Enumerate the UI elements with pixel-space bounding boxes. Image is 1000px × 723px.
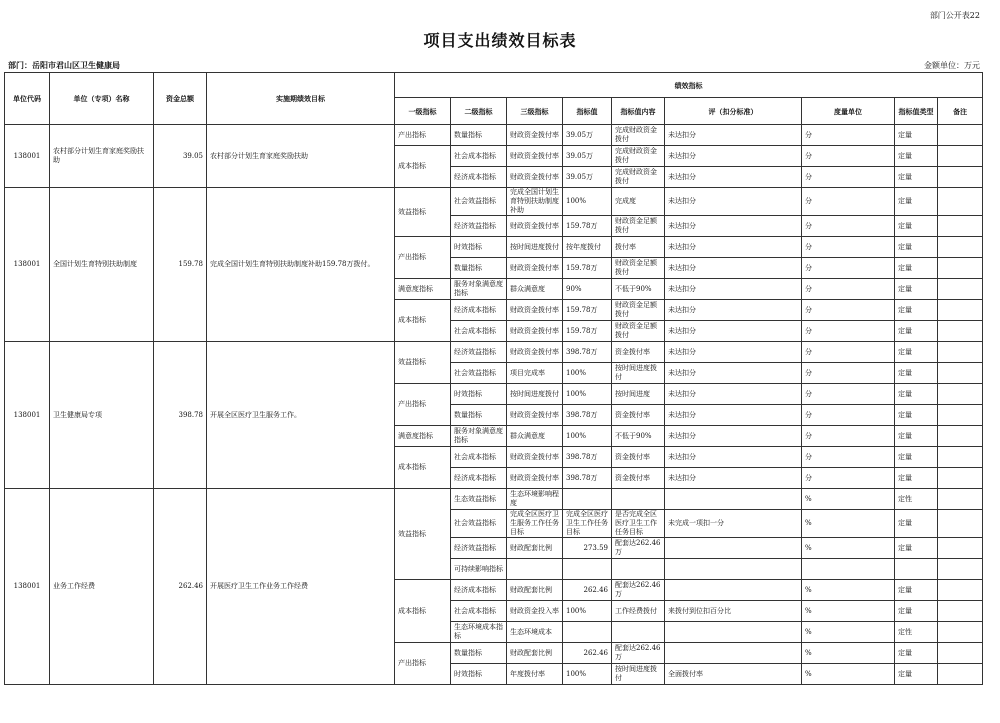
score-cell: 未达扣分 [665, 447, 802, 468]
level3-cell: 完成全区医疗卫生服务工作任务目标 [507, 510, 563, 538]
level1-cell: 产出指标 [395, 643, 451, 685]
type-cell: 定量 [895, 664, 938, 685]
value-cell: 159.78万 [563, 321, 612, 342]
note-cell [938, 426, 983, 447]
value-cell: 完成全区医疗卫生工作任务目标 [563, 510, 612, 538]
measure-cell: 分 [802, 363, 895, 384]
amount-cell: 398.78 [154, 342, 207, 489]
goal-cell: 开展全区医疗卫生服务工作。 [207, 342, 395, 489]
score-cell: 未达扣分 [665, 363, 802, 384]
header-perf: 绩效指标 [395, 73, 983, 98]
type-cell: 定量 [895, 363, 938, 384]
content-cell [612, 559, 665, 580]
type-cell: 定量 [895, 643, 938, 664]
unit-code-cell: 138001 [5, 489, 50, 685]
score-cell [665, 643, 802, 664]
content-cell: 资金拨付率 [612, 468, 665, 489]
level3-cell: 财政资金拨付率 [507, 342, 563, 363]
score-cell: 未达扣分 [665, 321, 802, 342]
value-cell: 100% [563, 384, 612, 405]
content-cell: 资金拨付率 [612, 405, 665, 426]
level3-cell: 群众满意度 [507, 426, 563, 447]
score-cell: 未达扣分 [665, 125, 802, 146]
level3-cell: 财政资金拨付率 [507, 258, 563, 279]
level2-cell: 社会效益指标 [451, 188, 507, 216]
level1-cell: 产出指标 [395, 125, 451, 146]
level3-cell: 财政资金拨付率 [507, 468, 563, 489]
measure-cell: 分 [802, 384, 895, 405]
level3-cell: 财政资金拨付率 [507, 146, 563, 167]
level3-cell: 财政资金拨付率 [507, 216, 563, 237]
content-cell: 配套达262.46万 [612, 538, 665, 559]
unit-code-cell: 138001 [5, 342, 50, 489]
note-cell [938, 559, 983, 580]
measure-cell: % [802, 601, 895, 622]
score-cell: 全面拨付率 [665, 664, 802, 685]
level3-cell: 财政资金投入率 [507, 601, 563, 622]
content-cell: 财政资金足额拨付 [612, 321, 665, 342]
content-cell: 财政资金足额拨付 [612, 216, 665, 237]
measure-cell: 分 [802, 188, 895, 216]
content-cell: 是否完成全区医疗卫生工作任务目标 [612, 510, 665, 538]
value-cell: 262.46 [563, 580, 612, 601]
measure-cell: % [802, 580, 895, 601]
type-cell: 定性 [895, 489, 938, 510]
level2-cell: 服务对象满意度指标 [451, 426, 507, 447]
note-cell [938, 643, 983, 664]
level1-cell: 成本指标 [395, 447, 451, 489]
header-value: 指标值 [563, 98, 612, 125]
type-cell: 定性 [895, 622, 938, 643]
level3-cell: 财政配套比例 [507, 538, 563, 559]
level3-cell: 财政资金拨付率 [507, 405, 563, 426]
note-cell [938, 258, 983, 279]
project-name-cell: 卫生健康局专项 [50, 342, 154, 489]
note-cell [938, 321, 983, 342]
table-row [5, 188, 983, 216]
level3-cell [507, 559, 563, 580]
level2-cell: 经济效益指标 [451, 342, 507, 363]
note-cell [938, 342, 983, 363]
level1-cell: 产出指标 [395, 237, 451, 279]
content-cell: 不低于90% [612, 279, 665, 300]
content-cell: 完成度 [612, 188, 665, 216]
score-cell: 未完成一项扣一分 [665, 510, 802, 538]
score-cell [665, 580, 802, 601]
level3-cell: 生态环境成本 [507, 622, 563, 643]
table-row [5, 342, 983, 363]
amount-cell: 262.46 [154, 489, 207, 685]
content-cell: 工作经费拨付 [612, 601, 665, 622]
level2-cell: 社会成本指标 [451, 321, 507, 342]
type-cell: 定量 [895, 468, 938, 489]
measure-cell: 分 [802, 321, 895, 342]
table-row [5, 125, 983, 146]
note-cell [938, 664, 983, 685]
type-cell: 定量 [895, 601, 938, 622]
level2-cell: 经济效益指标 [451, 538, 507, 559]
type-cell [895, 559, 938, 580]
measure-cell: 分 [802, 468, 895, 489]
table-body [5, 125, 983, 685]
note-cell [938, 601, 983, 622]
level3-cell: 财政资金拨付率 [507, 321, 563, 342]
project-name-cell: 农村部分计划生育家庭奖励扶助 [50, 125, 154, 188]
value-cell: 100% [563, 363, 612, 384]
content-cell: 配套达262.46万 [612, 580, 665, 601]
header-type: 指标值类型 [895, 98, 938, 125]
type-cell: 定量 [895, 321, 938, 342]
header-note: 备注 [938, 98, 983, 125]
measure-cell: % [802, 538, 895, 559]
level3-cell: 财政资金拨付率 [507, 167, 563, 188]
level3-cell: 生态环境影响程度 [507, 489, 563, 510]
goal-cell: 开展医疗卫生工作业务工作经费 [207, 489, 395, 685]
value-cell: 398.78万 [563, 405, 612, 426]
measure-cell: 分 [802, 300, 895, 321]
type-cell: 定量 [895, 216, 938, 237]
header-amount: 资金总额 [154, 73, 207, 125]
note-cell [938, 216, 983, 237]
content-cell: 财政资金足额拨付 [612, 300, 665, 321]
note-cell [938, 279, 983, 300]
header-l3: 三级指标 [507, 98, 563, 125]
department-label: 部门：岳阳市君山区卫生健康局 [8, 60, 120, 70]
note-cell [938, 384, 983, 405]
score-cell: 未达扣分 [665, 426, 802, 447]
level2-cell: 数量指标 [451, 258, 507, 279]
level2-cell: 社会效益指标 [451, 363, 507, 384]
level1-cell: 成本指标 [395, 146, 451, 188]
note-cell [938, 468, 983, 489]
score-cell: 未达扣分 [665, 167, 802, 188]
value-cell [563, 489, 612, 510]
level2-cell: 经济成本指标 [451, 580, 507, 601]
level3-cell: 项目完成率 [507, 363, 563, 384]
measure-cell: % [802, 510, 895, 538]
score-cell [665, 538, 802, 559]
note-cell [938, 167, 983, 188]
content-cell: 资金拨付率 [612, 342, 665, 363]
level3-cell: 群众满意度 [507, 279, 563, 300]
measure-cell: 分 [802, 342, 895, 363]
type-cell: 定量 [895, 447, 938, 468]
value-cell [563, 559, 612, 580]
level2-cell: 时效指标 [451, 664, 507, 685]
type-cell: 定量 [895, 258, 938, 279]
level3-cell: 财政配套比例 [507, 643, 563, 664]
measure-cell: 分 [802, 426, 895, 447]
note-cell [938, 146, 983, 167]
header-name: 单位（专项）名称 [50, 73, 154, 125]
note-cell [938, 237, 983, 258]
score-cell: 未达扣分 [665, 216, 802, 237]
measure-cell: 分 [802, 279, 895, 300]
content-cell: 按时间进度拨付 [612, 363, 665, 384]
measure-cell: 分 [802, 125, 895, 146]
note-cell [938, 188, 983, 216]
goal-cell: 农村部分计划生育家庭奖励扶助 [207, 125, 395, 188]
value-cell: 273.59 [563, 538, 612, 559]
measure-cell [802, 559, 895, 580]
type-cell: 定量 [895, 167, 938, 188]
type-cell: 定量 [895, 125, 938, 146]
level2-cell: 社会成本指标 [451, 146, 507, 167]
type-cell: 定量 [895, 188, 938, 216]
page-title: 项目支出绩效目标表 [423, 31, 577, 50]
score-cell: 未达扣分 [665, 279, 802, 300]
score-cell: 未达扣分 [665, 468, 802, 489]
level2-cell: 数量指标 [451, 125, 507, 146]
amount-unit-label: 金额单位：万元 [924, 61, 980, 70]
level2-cell: 数量指标 [451, 643, 507, 664]
level2-cell: 时效指标 [451, 384, 507, 405]
score-cell [665, 622, 802, 643]
type-cell: 定量 [895, 300, 938, 321]
level1-cell: 效益指标 [395, 342, 451, 384]
level3-cell: 完成全国计划生育特别扶助制度补助 [507, 188, 563, 216]
value-cell: 39.05万 [563, 125, 612, 146]
value-cell: 按年度拨付 [563, 237, 612, 258]
value-cell: 100% [563, 601, 612, 622]
value-cell: 262.46 [563, 643, 612, 664]
note-cell [938, 489, 983, 510]
performance-table [4, 72, 983, 685]
value-cell: 159.78万 [563, 258, 612, 279]
amount-cell: 159.78 [154, 188, 207, 342]
header-l1: 一级指标 [395, 98, 451, 125]
type-cell: 定量 [895, 510, 938, 538]
note-cell [938, 300, 983, 321]
level2-cell: 经济成本指标 [451, 300, 507, 321]
level2-cell: 社会成本指标 [451, 601, 507, 622]
type-cell: 定量 [895, 405, 938, 426]
value-cell: 159.78万 [563, 300, 612, 321]
level1-cell: 效益指标 [395, 188, 451, 237]
unit-code-cell: 138001 [5, 188, 50, 342]
header-score: 评（扣分标准） [665, 98, 802, 125]
measure-cell: 分 [802, 405, 895, 426]
score-cell: 未达扣分 [665, 258, 802, 279]
measure-cell: % [802, 643, 895, 664]
value-cell: 39.05万 [563, 167, 612, 188]
score-cell: 未达扣分 [665, 342, 802, 363]
score-cell: 来拨付到位扣百分比 [665, 601, 802, 622]
header-l2: 二级指标 [451, 98, 507, 125]
measure-cell: 分 [802, 258, 895, 279]
note-cell [938, 580, 983, 601]
level2-cell: 时效指标 [451, 237, 507, 258]
value-cell: 100% [563, 188, 612, 216]
level1-cell: 成本指标 [395, 580, 451, 643]
content-cell: 不低于90% [612, 426, 665, 447]
measure-cell: 分 [802, 146, 895, 167]
content-cell: 按时间进度拨付 [612, 664, 665, 685]
type-cell: 定量 [895, 342, 938, 363]
score-cell: 未达扣分 [665, 146, 802, 167]
level2-cell: 生态效益指标 [451, 489, 507, 510]
type-cell: 定量 [895, 538, 938, 559]
content-cell [612, 489, 665, 510]
measure-cell: % [802, 489, 895, 510]
value-cell: 159.78万 [563, 216, 612, 237]
amount-cell: 39.05 [154, 125, 207, 188]
level3-cell: 按时间进度拨付 [507, 237, 563, 258]
type-cell: 定量 [895, 426, 938, 447]
page-number: 部门公开表22 [929, 11, 980, 20]
type-cell: 定量 [895, 580, 938, 601]
value-cell: 100% [563, 426, 612, 447]
value-cell: 398.78万 [563, 342, 612, 363]
measure-cell: % [802, 664, 895, 685]
value-cell [563, 622, 612, 643]
score-cell [665, 489, 802, 510]
score-cell: 未达扣分 [665, 300, 802, 321]
level3-cell: 财政配套比例 [507, 580, 563, 601]
content-cell: 完成财政资金拨付 [612, 167, 665, 188]
note-cell [938, 405, 983, 426]
value-cell: 398.78万 [563, 468, 612, 489]
table-row [5, 489, 983, 510]
content-cell: 拨付率 [612, 237, 665, 258]
level3-cell: 财政资金拨付率 [507, 300, 563, 321]
content-cell: 完成财政资金拨付 [612, 125, 665, 146]
value-cell: 39.05万 [563, 146, 612, 167]
level2-cell: 社会成本指标 [451, 447, 507, 468]
measure-cell: 分 [802, 167, 895, 188]
level2-cell: 生态环境成本指标 [451, 622, 507, 643]
level3-cell: 财政资金拨付率 [507, 447, 563, 468]
level2-cell: 经济效益指标 [451, 216, 507, 237]
type-cell: 定量 [895, 146, 938, 167]
goal-cell: 完成全国计划生育特别扶助制度补助159.78万拨付。 [207, 188, 395, 342]
unit-code-cell: 138001 [5, 125, 50, 188]
score-cell: 未达扣分 [665, 405, 802, 426]
note-cell [938, 363, 983, 384]
level2-cell: 经济成本指标 [451, 167, 507, 188]
content-cell [612, 622, 665, 643]
level1-cell: 成本指标 [395, 300, 451, 342]
project-name-cell: 全国计划生育特别扶助制度 [50, 188, 154, 342]
level3-cell: 按时间进度拨付 [507, 384, 563, 405]
project-name-cell: 业务工作经费 [50, 489, 154, 685]
measure-cell: % [802, 622, 895, 643]
content-cell: 按时间进度 [612, 384, 665, 405]
header-code: 单位代码 [5, 73, 50, 125]
type-cell: 定量 [895, 384, 938, 405]
score-cell: 未达扣分 [665, 188, 802, 216]
measure-cell: 分 [802, 447, 895, 468]
score-cell: 未达扣分 [665, 237, 802, 258]
note-cell [938, 510, 983, 538]
header-goal: 实施期绩效目标 [207, 73, 395, 125]
level2-cell: 数量指标 [451, 405, 507, 426]
note-cell [938, 125, 983, 146]
note-cell [938, 447, 983, 468]
score-cell: 未达扣分 [665, 384, 802, 405]
header-content: 指标值内容 [612, 98, 665, 125]
score-cell [665, 559, 802, 580]
type-cell: 定量 [895, 279, 938, 300]
value-cell: 100% [563, 664, 612, 685]
note-cell [938, 538, 983, 559]
content-cell: 资金拨付率 [612, 447, 665, 468]
level2-cell: 可持续影响指标 [451, 559, 507, 580]
content-cell: 财政资金足额拨付 [612, 258, 665, 279]
level1-cell: 满意度指标 [395, 426, 451, 447]
level1-cell: 满意度指标 [395, 279, 451, 300]
header-measure: 度量单位 [802, 98, 895, 125]
level3-cell: 财政资金拨付率 [507, 125, 563, 146]
content-cell: 配套达262.46万 [612, 643, 665, 664]
measure-cell: 分 [802, 237, 895, 258]
type-cell: 定量 [895, 237, 938, 258]
measure-cell: 分 [802, 216, 895, 237]
level2-cell: 服务对象满意度指标 [451, 279, 507, 300]
level1-cell: 效益指标 [395, 489, 451, 580]
note-cell [938, 622, 983, 643]
level2-cell: 经济成本指标 [451, 468, 507, 489]
value-cell: 398.78万 [563, 447, 612, 468]
level1-cell: 产出指标 [395, 384, 451, 426]
level3-cell: 年度拨付率 [507, 664, 563, 685]
value-cell: 90% [563, 279, 612, 300]
content-cell: 完成财政资金拨付 [612, 146, 665, 167]
level2-cell: 社会效益指标 [451, 510, 507, 538]
